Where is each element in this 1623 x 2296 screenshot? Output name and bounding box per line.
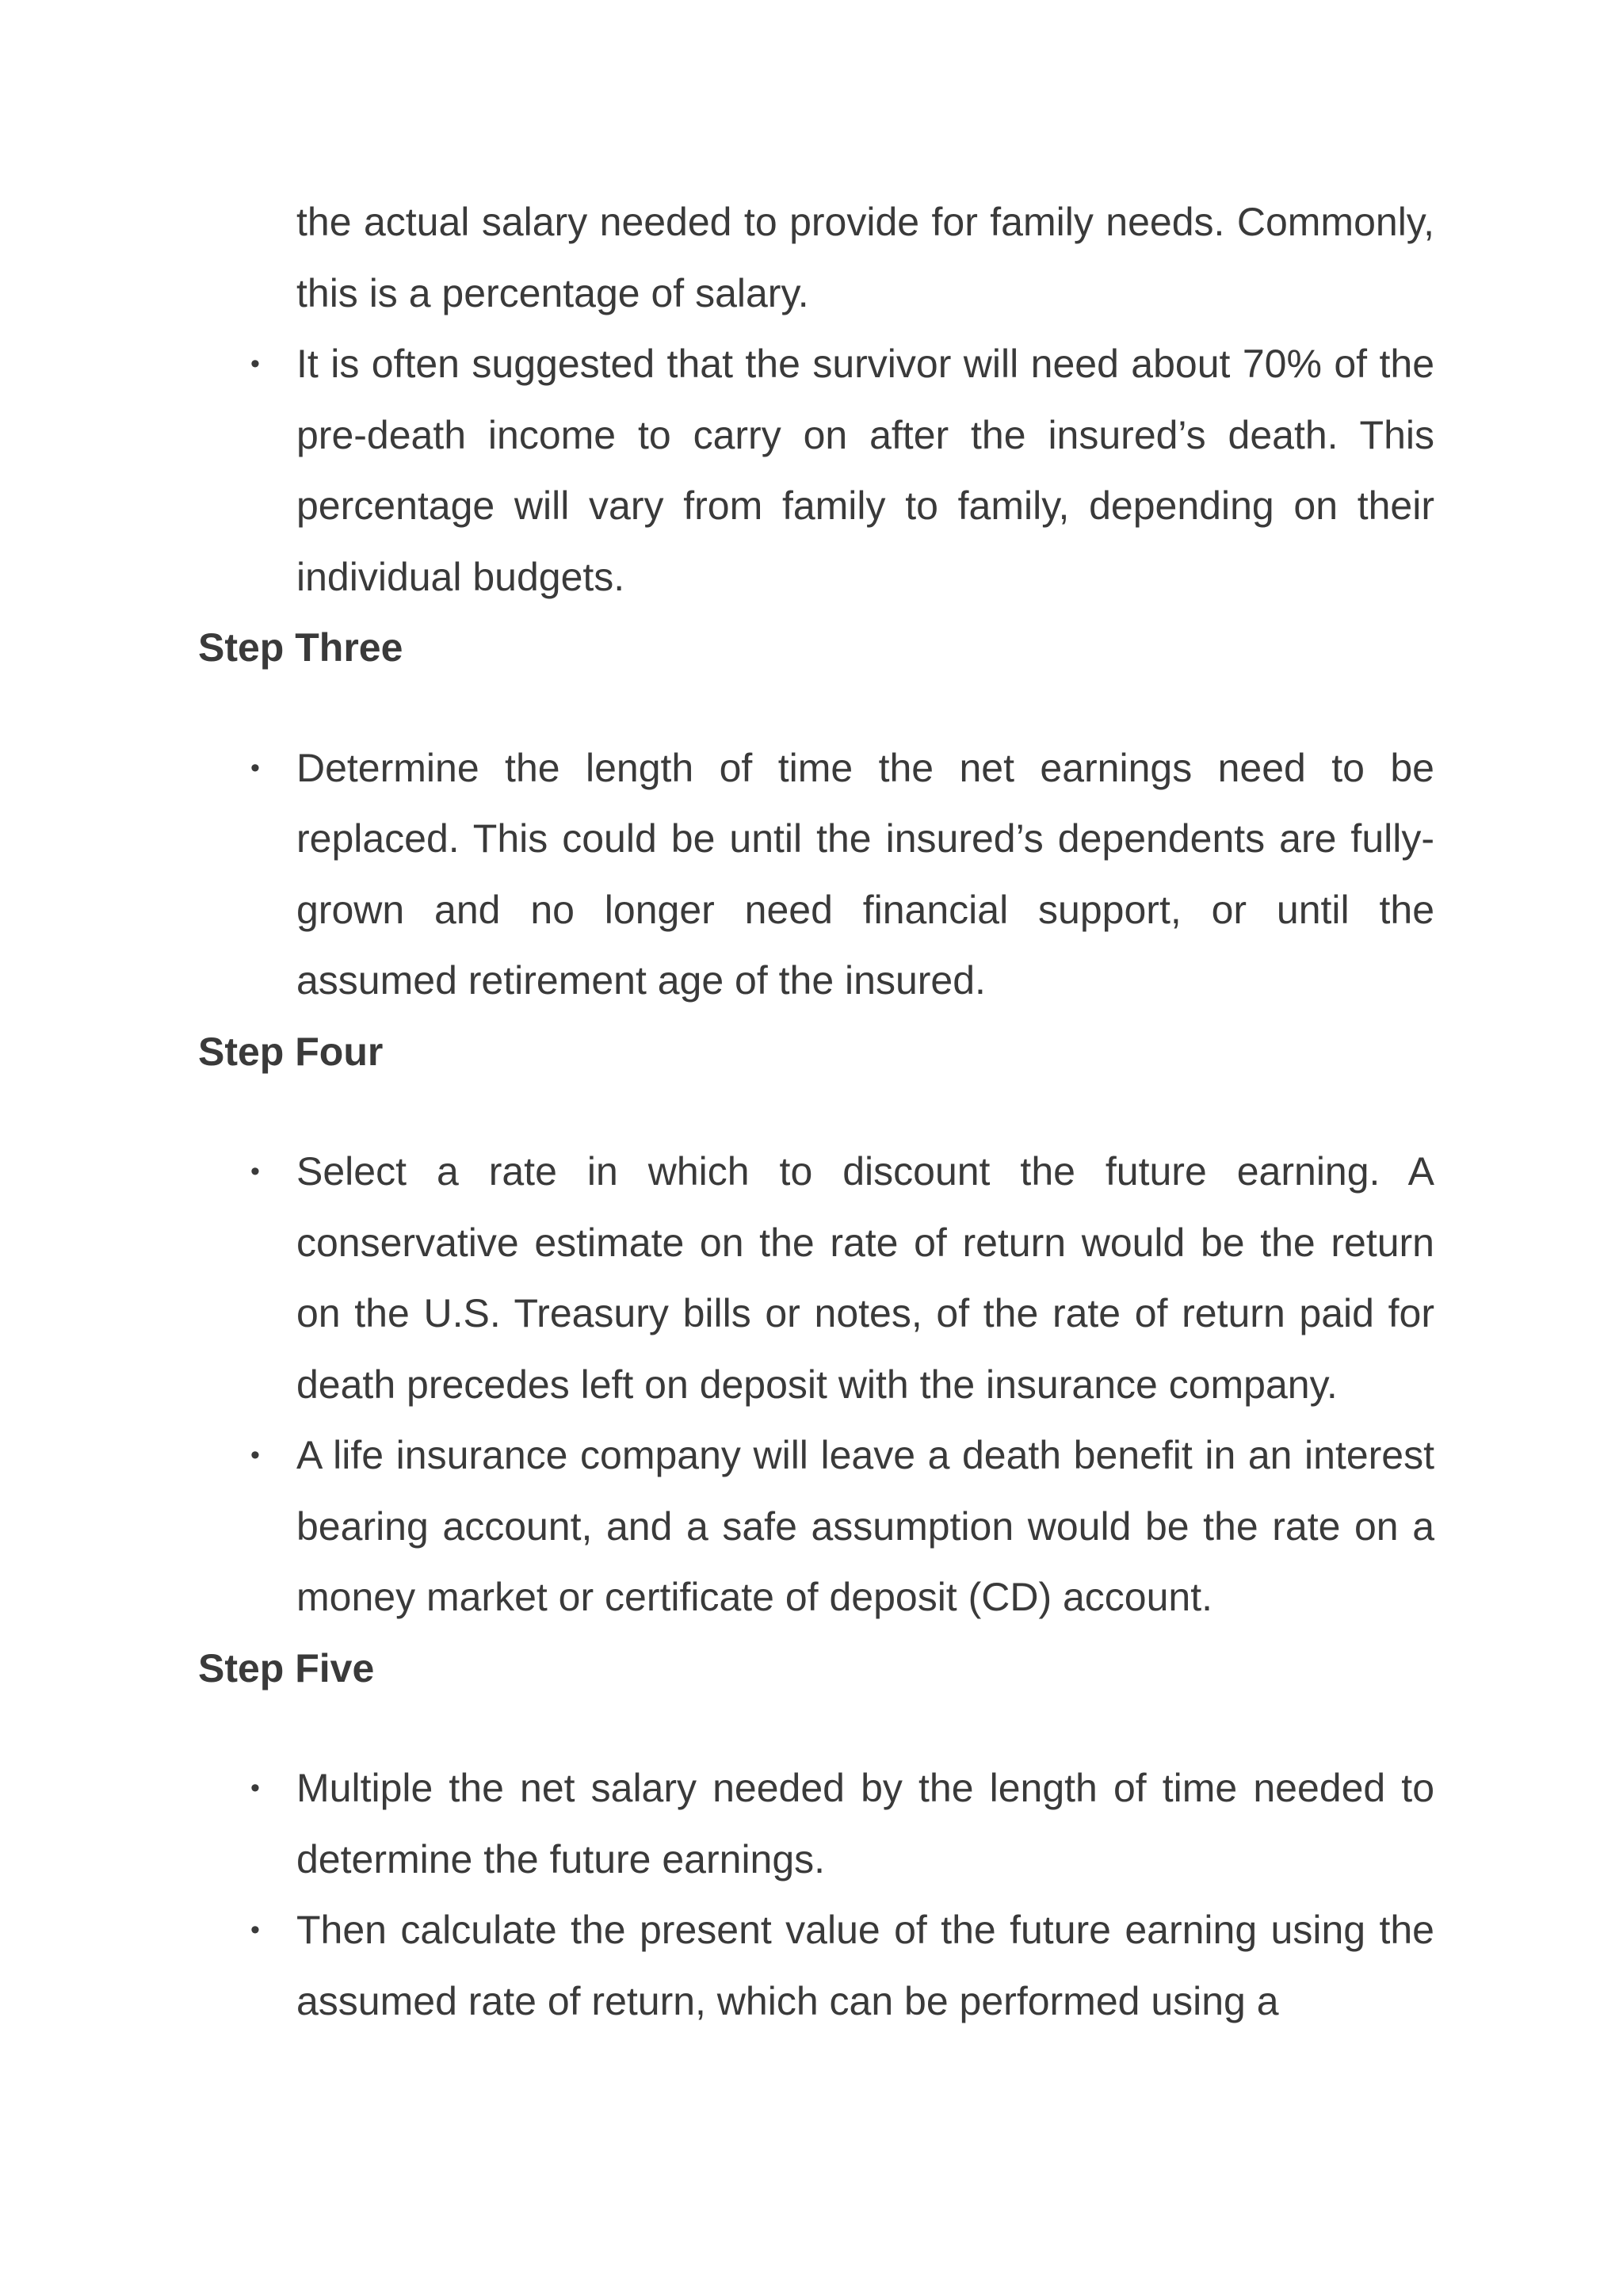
list-item: [198, 1895, 1434, 2037]
bullet-icon: •: [250, 1915, 260, 1945]
bullet-icon: •: [250, 752, 260, 783]
list-item-text: It is often suggested that the survivor will need about 70% of the pre-death income to carry on after the insured’s death. This percentage will vary from family to family, depending on their individual budgets.: [296, 342, 1434, 599]
list-item: [198, 733, 1434, 1017]
step-three-list: [198, 733, 1434, 1017]
list-item: [198, 1137, 1434, 1420]
list-item: [198, 1753, 1434, 1895]
bullet-icon: •: [250, 1440, 260, 1470]
list-item-text: A life insurance company will leave a death benefit in an interest bearing account, and a safe assumption would be the rate on a money market or certificate of deposit (CD) account.: [296, 1433, 1434, 1619]
bullet-icon: •: [250, 1156, 260, 1186]
bullet-icon: •: [250, 349, 260, 379]
step-four-list: [198, 1137, 1434, 1633]
list-item-text: Then calculate the present value of the future earning using the assumed rate of return, which can be performed using a: [296, 1908, 1434, 2023]
document-content: [198, 187, 1434, 2037]
step-five-heading: Step Five: [198, 1645, 375, 1690]
list-item: [198, 329, 1434, 613]
step-two-list: [198, 187, 1434, 613]
step-five-list: [198, 1753, 1434, 2037]
list-item-text: Multiple the net salary needed by the length of time needed to determine the future earnings.: [296, 1766, 1434, 1881]
step-four-heading: Step Four: [198, 1029, 384, 1074]
step-three-heading: Step Three: [198, 625, 403, 670]
list-item-text: Select a rate in which to discount the future earning. A conservative estimate on the rate of return would be the return on the U.S. Treasury bills or notes, of the rate of return paid for death precedes left on deposit with the insurance company.: [296, 1149, 1434, 1407]
list-item: [198, 1420, 1434, 1633]
bullet-icon: •: [250, 1773, 260, 1803]
list-item-text: Determine the length of time the net earnings need to be replaced. This could be until the insured’s dependents are fully-grown and no longer need financial support, or until the assumed retirement age of the insured.: [296, 745, 1434, 1003]
continuation-paragraph: the actual salary needed to provide for family needs. Commonly, this is a percentage of salary.: [296, 200, 1434, 315]
